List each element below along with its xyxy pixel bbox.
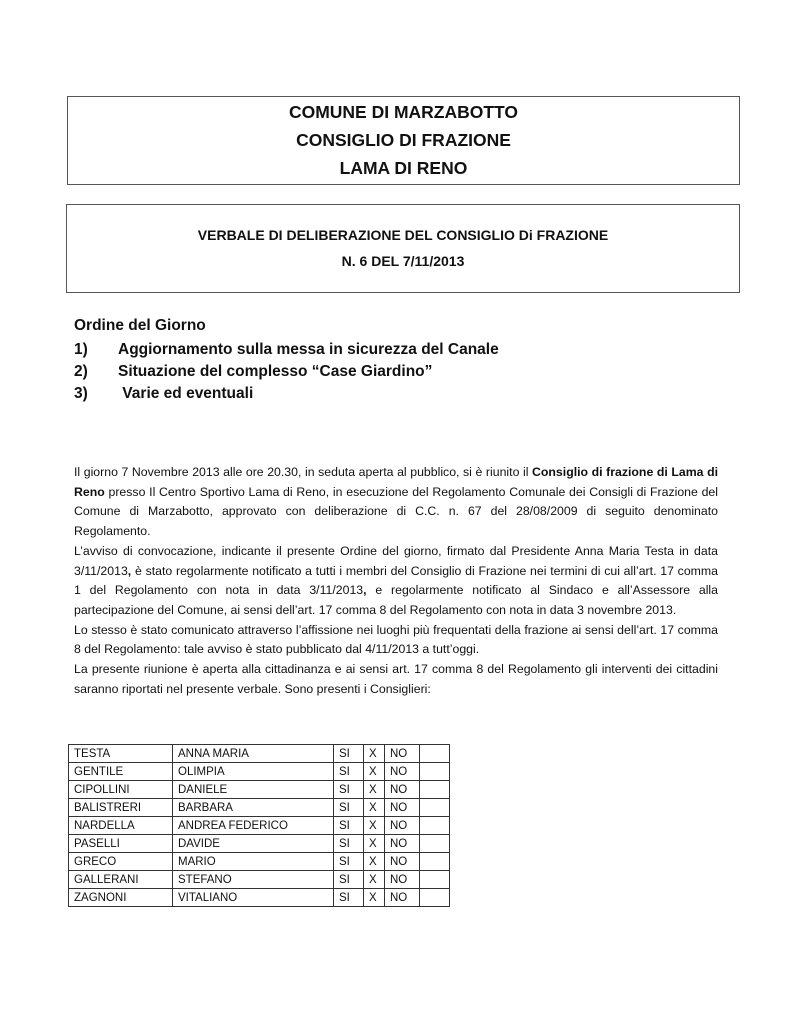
table-row: [69, 763, 450, 781]
agenda-item-number: 2): [74, 363, 88, 380]
consiglieri-table-body: [69, 745, 450, 907]
nome-cell: DANIELE: [173, 781, 334, 799]
no-cell: NO: [385, 781, 420, 799]
mark-cell: X: [364, 745, 385, 763]
nome-cell: ANNA MARIA: [173, 745, 334, 763]
empty-cell: [420, 871, 450, 889]
text-run: L’avviso di convocazione, indicante il presente Ordine del giorno, firmato dal Presidente Anna Maria Testa in data 3/11/2013: [74, 543, 718, 578]
frazione-title: LAMA DI RENO: [339, 158, 468, 178]
text-run: presso Il Centro Sportivo Lama di Reno, in esecuzione del Regolamento Comunale dei Consigli di Frazione del Comune di Marzabotto, approvato con deliberazione di C.C. n. 67 del 28/08/2009 di seguito denominato Regolamento.: [74, 484, 718, 539]
cognome-cell: CIPOLLINI: [69, 781, 173, 799]
verbale-number: N. 6 DEL 7/11/2013: [341, 253, 465, 269]
table-row: [69, 871, 450, 889]
mark-cell: X: [364, 889, 385, 907]
no-cell: NO: [385, 889, 420, 907]
table-row: [69, 799, 450, 817]
cognome-cell: PASELLI: [69, 835, 173, 853]
nome-cell: ANDREA FEDERICO: [173, 817, 334, 835]
text-run: Il giorno 7 Novembre 2013 alle ore 20.30, in seduta aperta al pubblico, si è riunito il: [74, 465, 533, 479]
empty-cell: [420, 853, 450, 871]
paragraph-seduta: [74, 463, 718, 542]
nome-cell: VITALIANO: [173, 889, 334, 907]
verbale-box: [66, 204, 740, 293]
no-cell: NO: [385, 871, 420, 889]
table-row: [69, 817, 450, 835]
empty-cell: [420, 781, 450, 799]
agenda-item-text: Varie ed eventuali: [118, 385, 254, 402]
mark-cell: X: [364, 835, 385, 853]
text-run-bold: ,: [127, 563, 132, 578]
mark-cell: X: [364, 781, 385, 799]
table-row: [69, 781, 450, 799]
agenda-title: Ordine del Giorno: [74, 317, 206, 334]
no-cell: NO: [385, 853, 420, 871]
si-cell: SI: [334, 835, 364, 853]
paragraph-convocazione: [74, 542, 718, 621]
agenda-item: [74, 361, 734, 383]
si-cell: SI: [334, 889, 364, 907]
cognome-cell: GALLERANI: [69, 871, 173, 889]
table-row: [69, 889, 450, 907]
verbale-title: VERBALE DI DELIBERAZIONE DEL CONSIGLIO Di FRAZIONE: [197, 227, 609, 243]
agenda-item-text: Situazione del complesso “Case Giardino”: [118, 363, 433, 380]
empty-cell: [420, 799, 450, 817]
cognome-cell: BALISTRERI: [69, 799, 173, 817]
agenda-item: [74, 339, 734, 361]
text-run: e regolarmente notificato al Sindaco e all’Assessore alla partecipazione del Comune, ai sensi dell’art. 17 comma 8 del Regolamento con nota in data 3 novembre 2013.: [74, 583, 718, 617]
nome-cell: OLIMPIA: [173, 763, 334, 781]
mark-cell: X: [364, 871, 385, 889]
nome-cell: DAVIDE: [173, 835, 334, 853]
cognome-cell: ZAGNONI: [69, 889, 173, 907]
nome-cell: MARIO: [173, 853, 334, 871]
paragraph-riunione: La presente riunione è aperta alla cittadinanza e ai sensi art. 17 comma 8 del Regolamento gli interventi dei cittadini saranno riportati nel presente verbale. Sono presenti i Consiglieri:: [74, 662, 718, 696]
agenda-item-number: 3): [74, 385, 88, 402]
mark-cell: X: [364, 817, 385, 835]
empty-cell: [420, 763, 450, 781]
si-cell: SI: [334, 745, 364, 763]
empty-cell: [420, 817, 450, 835]
table-row: [69, 835, 450, 853]
agenda-item-text: Aggiornamento sulla messa in sicurezza del Canale: [118, 341, 499, 358]
cognome-cell: GENTILE: [69, 763, 173, 781]
agenda: [74, 315, 734, 405]
consiglio-title: CONSIGLIO DI FRAZIONE: [296, 130, 511, 150]
cognome-cell: TESTA: [69, 745, 173, 763]
no-cell: NO: [385, 799, 420, 817]
table-row: [69, 853, 450, 871]
no-cell: NO: [385, 745, 420, 763]
agenda-item-number: 1): [74, 341, 88, 358]
si-cell: SI: [334, 781, 364, 799]
agenda-item: [74, 383, 734, 405]
cognome-cell: GRECO: [69, 853, 173, 871]
si-cell: SI: [334, 799, 364, 817]
text-run: è stato regolarmente notificato a tutti i membri del Consiglio di Frazione nei termini di cui all’art. 17 comma 1 del Regolamento con nota in data 3/11/2013: [74, 563, 718, 598]
empty-cell: [420, 835, 450, 853]
table-row: [69, 745, 450, 763]
comune-title: COMUNE DI MARZABOTTO: [288, 102, 519, 122]
si-cell: SI: [334, 817, 364, 835]
consiglieri-table: [68, 744, 450, 907]
text-run-bold: Consiglio di frazione di Lama di Reno: [74, 465, 718, 499]
no-cell: NO: [385, 835, 420, 853]
body-text: [74, 463, 718, 699]
mark-cell: X: [364, 799, 385, 817]
mark-cell: X: [364, 763, 385, 781]
mark-cell: X: [364, 853, 385, 871]
si-cell: SI: [334, 763, 364, 781]
nome-cell: BARBARA: [173, 799, 334, 817]
empty-cell: [420, 889, 450, 907]
si-cell: SI: [334, 871, 364, 889]
no-cell: NO: [385, 817, 420, 835]
nome-cell: STEFANO: [173, 871, 334, 889]
cognome-cell: NARDELLA: [69, 817, 173, 835]
si-cell: SI: [334, 853, 364, 871]
paragraph-affissione: Lo stesso è stato comunicato attraverso l’affissione nei luoghi più frequentati della frazione ai sensi dell’art. 17 comma 8 del Regolamento: tale avviso è stato pubblicato dal 4/11/2013 a tutt’oggi.: [74, 622, 718, 657]
text-run-bold: ,: [363, 583, 367, 598]
no-cell: NO: [385, 763, 420, 781]
empty-cell: [420, 745, 450, 763]
header-box: [67, 96, 740, 185]
